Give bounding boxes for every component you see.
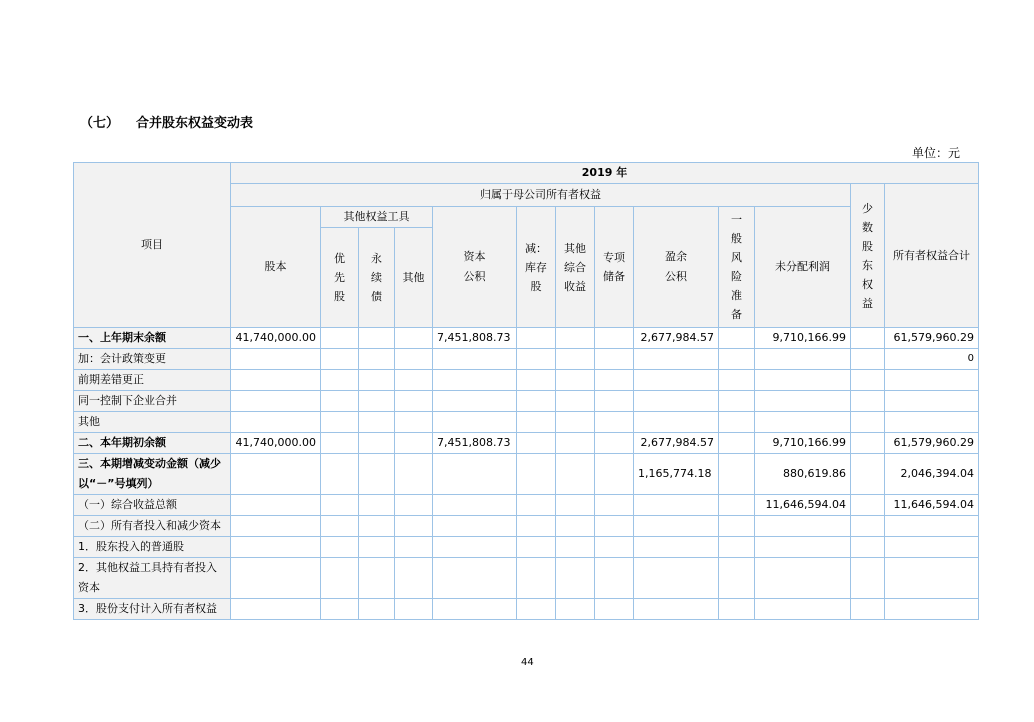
- table-row: [74, 599, 979, 620]
- cell-capital-reserve: 7,451,808.73: [433, 433, 517, 454]
- section-heading: 合并股东权益变动表: [136, 116, 254, 131]
- row-label: 加：会计政策变更: [74, 349, 231, 370]
- header-preferred-stock: 优先股: [321, 228, 359, 328]
- cell-retained-earnings: 880,619.86: [755, 454, 851, 495]
- section-title: [80, 112, 253, 131]
- table-row: [74, 516, 979, 537]
- header-capital-reserve: 资本公积: [433, 207, 517, 328]
- table-row: [74, 412, 979, 433]
- header-oci: 其他综合收益: [556, 207, 595, 328]
- cell-total-equity: 61,579,960.29: [885, 328, 979, 349]
- cell-share-capital: 41,740,000.00: [231, 328, 321, 349]
- cell-surplus-reserve: 2,677,984.57: [634, 433, 719, 454]
- cell-retained-earnings: 9,710,166.99: [755, 433, 851, 454]
- table-row: [74, 328, 979, 349]
- cell-retained-earnings: 9,710,166.99: [755, 328, 851, 349]
- cell-total-equity: 0: [885, 349, 979, 370]
- header-retained-earnings: 未分配利润: [755, 207, 851, 328]
- header-surplus-reserve: 盈余公积: [634, 207, 719, 328]
- table-row: [74, 349, 979, 370]
- cell-total-equity: 11,646,594.04: [885, 495, 979, 516]
- table-row: [74, 537, 979, 558]
- table-row: [74, 391, 979, 412]
- cell-surplus-reserve: 1,165,774.18: [634, 454, 719, 495]
- row-label: （二）所有者投入和减少资本: [74, 516, 231, 537]
- cell-surplus-reserve: 2,677,984.57: [634, 328, 719, 349]
- row-label: 同一控制下企业合并: [74, 391, 231, 412]
- header-perpetual-bond: 永续债: [359, 228, 395, 328]
- table-row: [74, 370, 979, 391]
- header-share-capital: 股本: [231, 207, 321, 328]
- table-row: [74, 454, 979, 495]
- row-label: （一）综合收益总额: [74, 495, 231, 516]
- cell-retained-earnings: 11,646,594.04: [755, 495, 851, 516]
- row-label: 3．股份支付计入所有者权益: [74, 599, 231, 620]
- header-parent-equity: 归属于母公司所有者权益: [231, 184, 851, 207]
- cell-total-equity: 61,579,960.29: [885, 433, 979, 454]
- section-number: （七）: [80, 116, 120, 131]
- header-general-risk: 一般风险准备: [719, 207, 755, 328]
- header-treasury-stock: 减：库存股: [517, 207, 556, 328]
- row-label: 二、本年期初余额: [74, 433, 231, 454]
- unit-label: 单位：元: [912, 146, 961, 160]
- equity-change-table: [73, 162, 979, 620]
- table-row: [74, 495, 979, 516]
- header-total-equity: 所有者权益合计: [885, 184, 979, 328]
- page-number: 44: [521, 657, 534, 668]
- header-item: 项目: [74, 163, 231, 328]
- row-label: 2．其他权益工具持有者投入资本: [74, 558, 231, 599]
- row-label: 其他: [74, 412, 231, 433]
- row-label: 前期差错更正: [74, 370, 231, 391]
- table-row: [74, 558, 979, 599]
- header-other-equity-tools: 其他权益工具: [321, 207, 433, 228]
- header-year: 2019 年: [231, 163, 979, 184]
- row-label: 三、本期增减变动金额（减少以“－”号填列）: [74, 454, 231, 495]
- header-other: 其他: [395, 228, 433, 328]
- cell-capital-reserve: 7,451,808.73: [433, 328, 517, 349]
- cell-total-equity: 2,046,394.04: [885, 454, 979, 495]
- header-minority-equity: 少数股东权益: [851, 184, 885, 328]
- row-label: 一、上年期末余额: [74, 328, 231, 349]
- header-special-reserve: 专项储备: [595, 207, 634, 328]
- table-row: [74, 433, 979, 454]
- row-label: 1．股东投入的普通股: [74, 537, 231, 558]
- cell-share-capital: 41,740,000.00: [231, 433, 321, 454]
